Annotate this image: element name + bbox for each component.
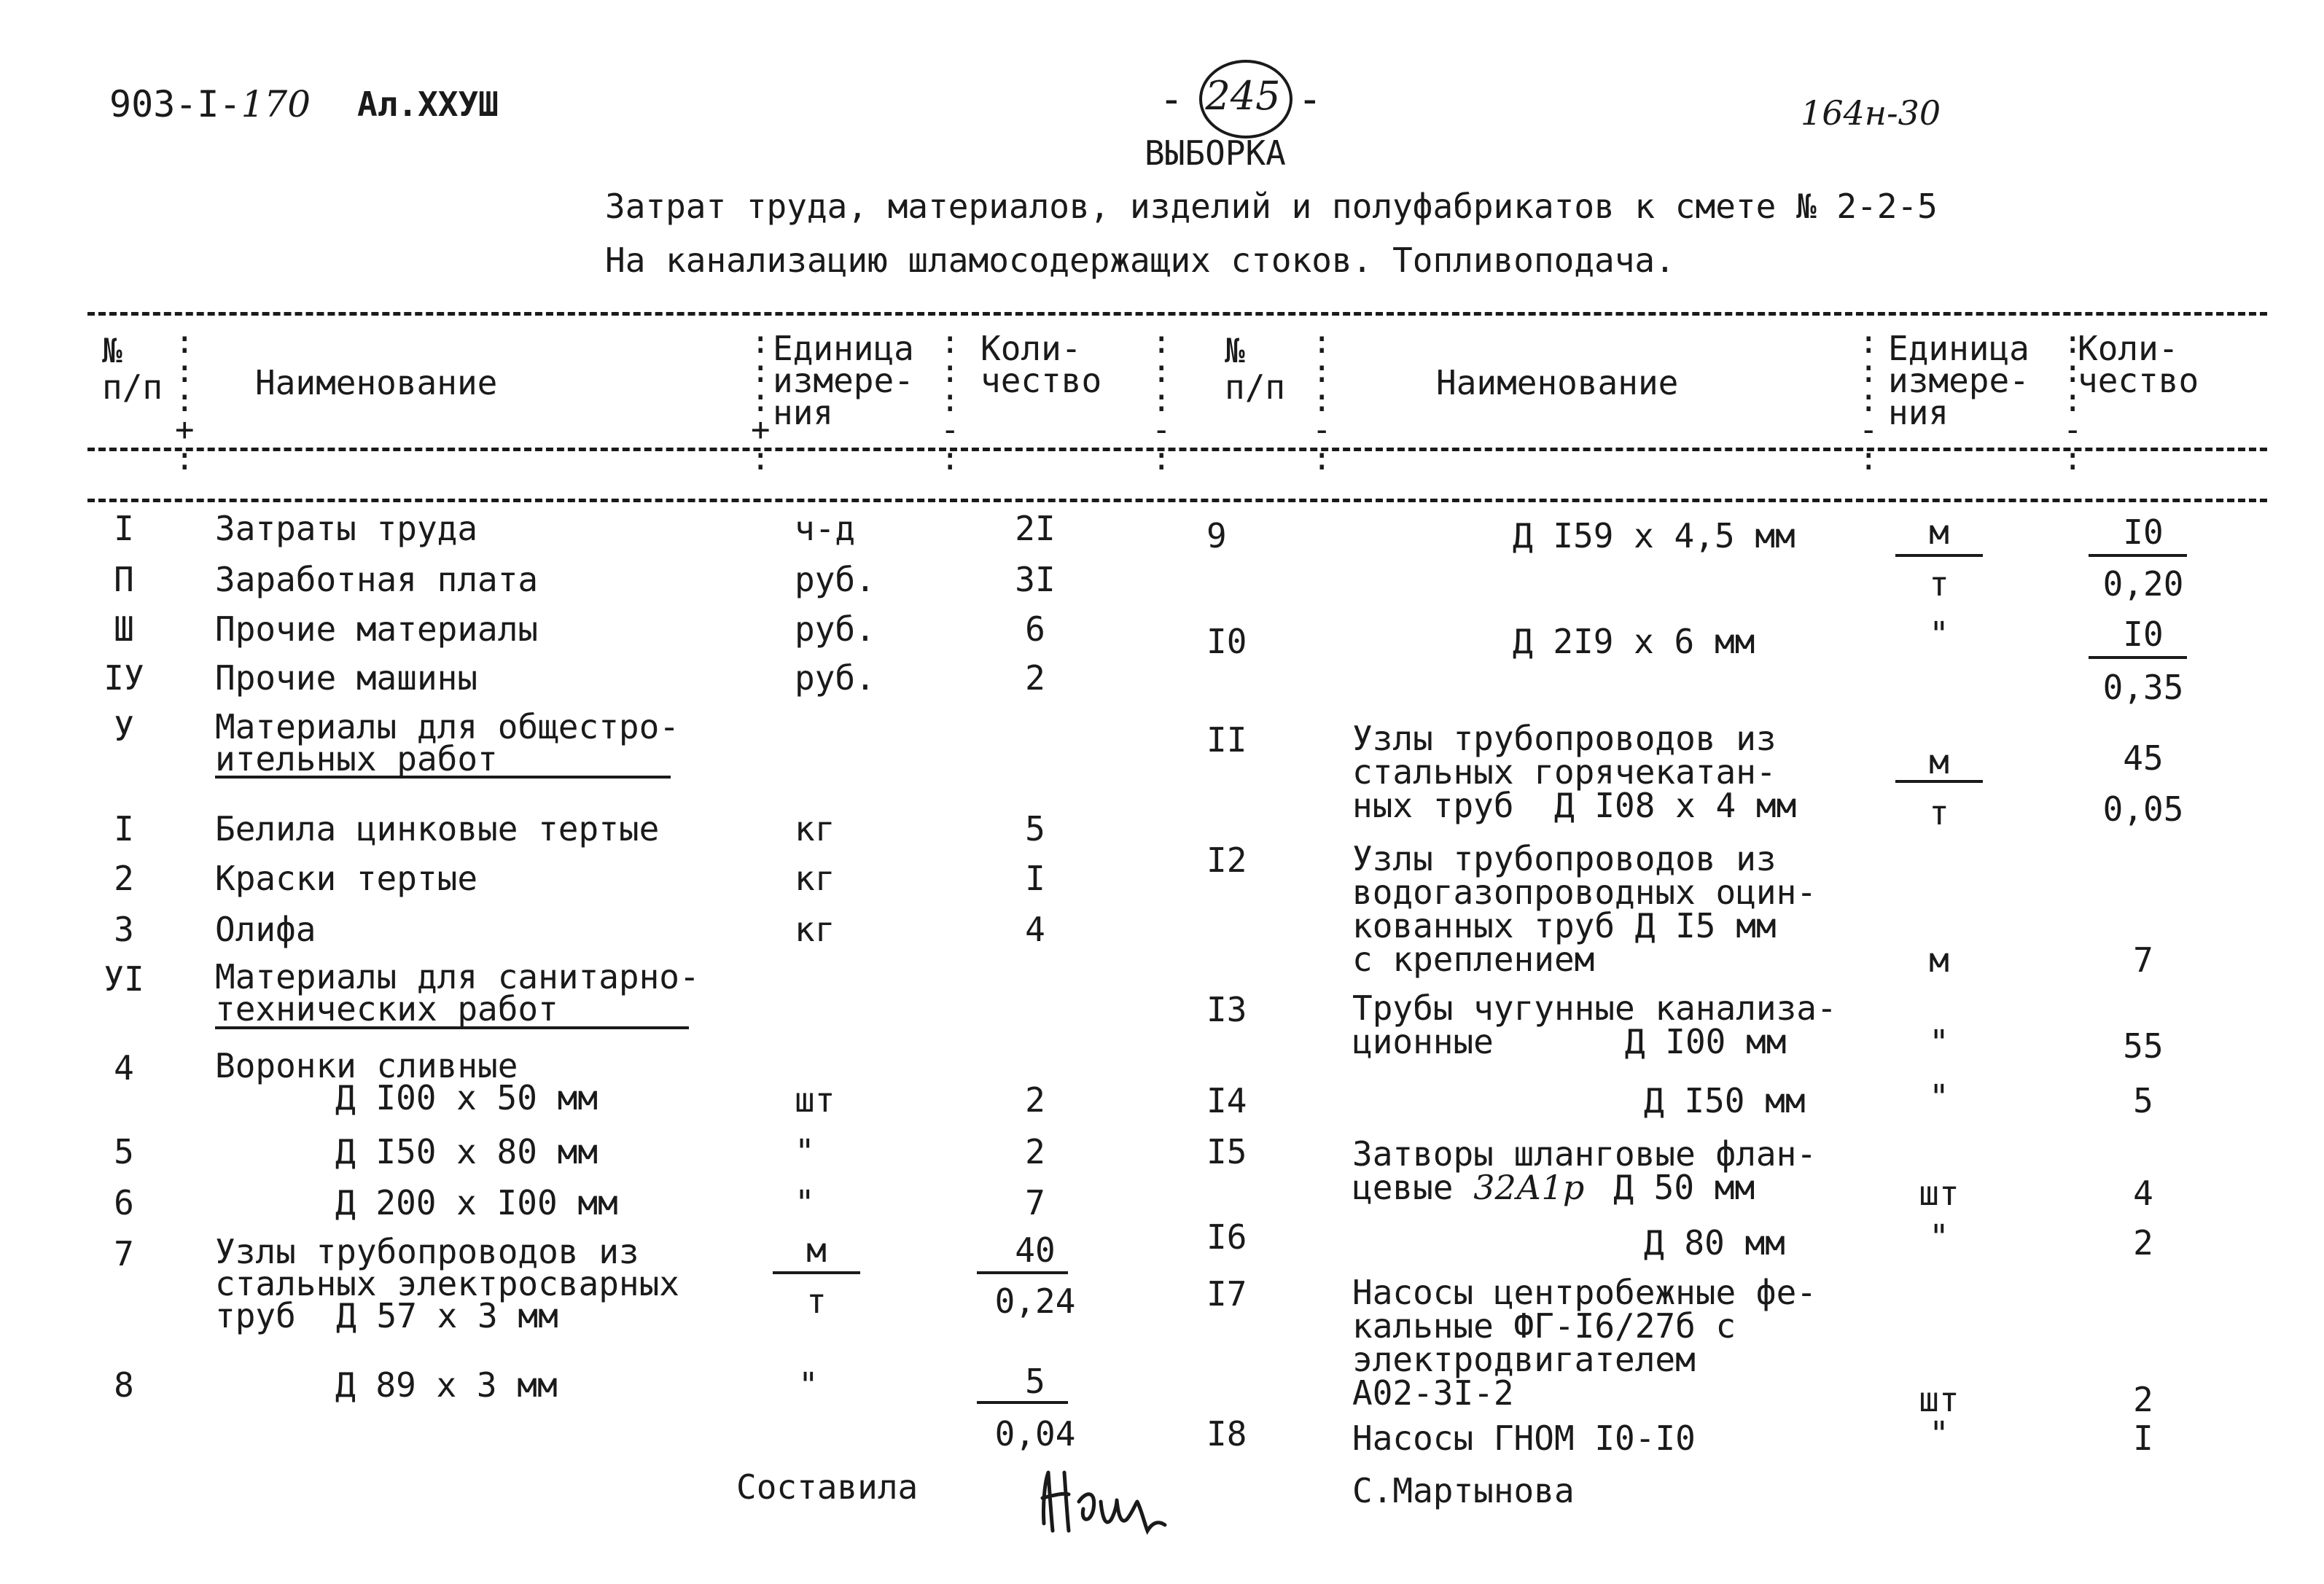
document-subtitle-1: Затрат труда, материалов, изделий и полуфабрикатов к смете № 2-2-5: [605, 187, 1938, 226]
row-number: I8: [1206, 1414, 1247, 1454]
fraction-line: [977, 1271, 1068, 1274]
row-name-line-3: ных труб Д I08 х 4 мм: [1352, 786, 1797, 825]
row-name: Д I50 х 80 мм: [335, 1132, 598, 1171]
row-unit-top: м: [1929, 512, 1949, 552]
row-name-diameter: Д I00 мм: [1624, 1022, 1787, 1061]
row-quantity-top: 45: [2123, 738, 2164, 778]
header-num-pp: п/п: [1225, 367, 1286, 407]
row-number: I5: [1206, 1132, 1247, 1171]
compiler-name: С.Мартынова: [1352, 1471, 1575, 1510]
row-quantity: 2: [1025, 1132, 1045, 1171]
row-name: [1352, 988, 1837, 1061]
row-name-line-1: Воронки сливные: [215, 1046, 518, 1085]
row-name-line-1: Затворы шланговые флан-: [1352, 1134, 1817, 1174]
row-name: Д I50 мм: [1644, 1081, 1806, 1120]
header-name-right: Наименование: [1436, 363, 1679, 402]
row-name-line-3: труб Д 57 х 3 мм: [215, 1296, 558, 1335]
fraction-line: [977, 1401, 1068, 1404]
table-top-rule: [87, 312, 2267, 316]
document-code-printed: 903-I-: [109, 83, 241, 125]
row-name: Затраты труда: [215, 509, 478, 548]
row-quantity-bottom: 0,05: [2102, 789, 2184, 829]
section-title: [215, 957, 700, 1029]
header-unit-right: [1888, 329, 2029, 432]
header-unit-left: [773, 329, 914, 432]
row-number: 8: [114, 1365, 134, 1405]
header-qty-left: [980, 329, 1102, 400]
table-body-rule: [87, 499, 2267, 502]
album-number: Ал.XXУШ: [357, 85, 499, 124]
row-name: [1352, 1273, 1817, 1413]
row-name-line-1: Трубы чугунные канализа-: [1352, 988, 1837, 1028]
row-unit: кг: [795, 859, 835, 898]
fraction-line: [1895, 554, 1983, 557]
header-unit-line-1: Единица: [773, 329, 914, 368]
header-qty-line-2: чество: [2078, 361, 2199, 400]
compiled-by-label: Составила: [736, 1467, 919, 1507]
header-num-sign: №: [1225, 331, 1245, 370]
row-unit-top: м: [1929, 742, 1949, 781]
fraction-line: [773, 1271, 860, 1274]
row-name-line-2: стальных электросварных: [215, 1264, 679, 1303]
row-number: У: [114, 709, 134, 749]
row-quantity: 2: [2133, 1223, 2153, 1263]
row-unit: руб.: [795, 609, 876, 649]
row-name-line-1: Насосы центробежные фе-: [1352, 1273, 1817, 1312]
row-name: [215, 1046, 598, 1117]
row-number: 4: [114, 1048, 134, 1088]
row-number: I0: [1206, 622, 1247, 661]
row-unit: ": [1929, 1217, 1949, 1257]
row-number: I2: [1206, 840, 1247, 880]
row-unit: ": [1929, 1414, 1949, 1454]
row-quantity: 2: [1025, 1080, 1045, 1120]
row-number: I6: [1206, 1217, 1247, 1257]
row-unit-bottom: т: [806, 1281, 827, 1321]
row-name: Краски тертые: [215, 859, 478, 898]
row-number: 3: [114, 910, 134, 949]
row-unit-top: м: [806, 1230, 827, 1270]
row-name: Белила цинковые тертые: [215, 809, 660, 848]
header-num-pp: п/п: [102, 367, 163, 407]
row-unit: ": [1929, 615, 1949, 654]
row-name-line-4: с креплением: [1352, 940, 1595, 979]
page-dash-left: -: [1159, 76, 1184, 123]
row-number: 6: [114, 1183, 134, 1222]
row-number: УI: [104, 959, 144, 999]
row-name: Олифа: [215, 910, 316, 949]
page-dash-right: -: [1298, 76, 1322, 123]
row-quantity: 2: [2133, 1380, 2153, 1419]
row-number: Ш: [114, 609, 134, 649]
row-quantity: 2I: [1015, 509, 1056, 548]
row-name: [1352, 839, 1817, 979]
row-number: П: [114, 560, 134, 599]
row-quantity: 5: [2133, 1081, 2153, 1120]
row-quantity: 2: [1025, 658, 1045, 698]
page-number: 245: [1205, 73, 1281, 119]
row-unit-bottom: т: [1929, 793, 1949, 832]
row-quantity-bottom: 0,24: [994, 1281, 1076, 1321]
section-underline: [215, 1026, 689, 1029]
row-quantity: 3I: [1015, 560, 1056, 599]
row-number: I: [114, 809, 134, 848]
header-unit-line-1: Единица: [1888, 329, 2029, 368]
row-number: 2: [114, 859, 134, 898]
row-quantity-top: I0: [2123, 615, 2164, 654]
row-unit-bottom: т: [1929, 564, 1949, 604]
row-unit: ": [1929, 1023, 1949, 1062]
section-underline: [215, 776, 671, 779]
row-name-line-1: Узлы трубопроводов из: [215, 1232, 639, 1271]
row-name-line-3: кованных труб Д I5 мм: [1352, 906, 1777, 945]
row-name: Д I59 х 4,5 мм: [1513, 516, 1795, 555]
row-name-diameter: Д 50 мм: [1613, 1168, 1755, 1207]
row-number: I7: [1206, 1274, 1247, 1314]
header-unit-line-3: ния: [773, 393, 834, 432]
row-quantity-bottom: 0,20: [2102, 564, 2184, 604]
document-title: ВЫБОРКА: [1145, 133, 1286, 173]
row-quantity: 6: [1025, 609, 1045, 649]
row-name: Д 89 х 3 мм: [335, 1365, 558, 1405]
fraction-line: [2089, 554, 2187, 557]
row-name-line-2: Д I00 х 50 мм: [335, 1078, 598, 1117]
row-name: Д 80 мм: [1644, 1223, 1785, 1263]
row-unit: кг: [795, 910, 835, 949]
document-code-handwritten: 170: [241, 83, 311, 125]
row-name-handwritten: 32А1р: [1473, 1168, 1585, 1207]
row-name: Прочие материалы: [215, 609, 539, 649]
row-number: IУ: [104, 658, 144, 698]
row-unit: ": [798, 1365, 819, 1405]
row-quantity: 4: [2133, 1174, 2153, 1213]
row-quantity-bottom: 0,04: [994, 1414, 1076, 1454]
row-number: I3: [1206, 990, 1247, 1029]
section-title-line-1: Материалы для общестро-: [215, 707, 679, 746]
row-quantity: 55: [2123, 1026, 2164, 1066]
header-unit-line-2: измере-: [1888, 361, 2029, 400]
row-name-line-3: электродвигателем: [1352, 1340, 1696, 1379]
row-name-line-2: стальных горячекатан-: [1352, 752, 1777, 792]
row-unit: ": [795, 1132, 815, 1171]
row-name-line-2: цевые: [1352, 1168, 1454, 1207]
section-title-line-1: Материалы для санитарно-: [215, 957, 700, 996]
document-subtitle-2: На канализацию шламосодержащих стоков. Топливоподача.: [605, 241, 1675, 280]
row-quantity-bottom: 0,35: [2102, 668, 2184, 707]
row-unit: шт: [1919, 1174, 1960, 1213]
header-qty-line-2: чество: [980, 361, 1102, 400]
row-quantity-top: 5: [1025, 1362, 1045, 1401]
row-name: Д 2I9 х 6 мм: [1513, 622, 1755, 661]
row-name: [215, 1232, 679, 1335]
row-unit: шт: [1919, 1380, 1960, 1419]
row-name: Д 200 х I00 мм: [335, 1183, 618, 1222]
section-title: [215, 707, 679, 779]
row-name-line-1: Узлы трубопроводов из: [1352, 719, 1777, 758]
header-unit-line-2: измере-: [773, 361, 914, 400]
row-unit: ": [795, 1183, 815, 1222]
signature: [1035, 1458, 1188, 1545]
row-unit: руб.: [795, 560, 876, 599]
row-number: 5: [114, 1132, 134, 1171]
header-num-right: [1225, 332, 1285, 405]
row-quantity: I: [1025, 859, 1045, 898]
row-name-line-2: кальные ФГ-I6/27б с: [1352, 1306, 1736, 1346]
row-number: II: [1206, 720, 1247, 760]
row-name-line-1: Узлы трубопроводов из: [1352, 839, 1777, 878]
header-qty-right: [2078, 329, 2199, 400]
row-number: I4: [1206, 1081, 1247, 1120]
row-quantity-top: I0: [2123, 512, 2164, 552]
document-code: [109, 83, 311, 125]
row-name-line-2: ционные: [1352, 1022, 1494, 1061]
row-unit: ": [1929, 1077, 1949, 1117]
reference-code: 164н-30: [1801, 93, 1941, 133]
row-name: [1352, 719, 1797, 825]
row-unit: руб.: [795, 658, 876, 698]
row-number: 9: [1206, 516, 1227, 555]
row-number: 7: [114, 1234, 134, 1273]
row-quantity: 5: [1025, 809, 1045, 848]
section-title-line-2: ительных работ: [215, 739, 498, 779]
header-unit-line-3: ния: [1888, 393, 1949, 432]
fraction-line: [1895, 780, 1983, 783]
header-name-left: Наименование: [255, 363, 498, 402]
section-title-line-2: технических работ: [215, 989, 558, 1029]
fraction-line: [2089, 656, 2187, 659]
row-name: [1352, 1134, 1817, 1207]
header-num-left: [102, 332, 163, 405]
row-quantity: I: [2133, 1419, 2153, 1458]
row-name: Прочие машины: [215, 658, 478, 698]
table-header-rule: [87, 448, 2267, 451]
row-name-line-4: А02-3I-2: [1352, 1373, 1514, 1413]
row-unit: м: [1929, 940, 1949, 980]
row-name: Насосы ГНОМ I0-I0: [1352, 1419, 1696, 1458]
row-quantity: 7: [1025, 1183, 1045, 1222]
row-quantity: 4: [1025, 910, 1045, 949]
header-num-sign: №: [102, 331, 122, 370]
header-qty-line-1: Коли-: [2078, 329, 2179, 368]
row-quantity: 7: [2133, 940, 2153, 980]
row-name: Заработная плата: [215, 560, 539, 599]
header-qty-line-1: Коли-: [980, 329, 1082, 368]
row-number: I: [114, 509, 134, 548]
row-unit: кг: [795, 809, 835, 848]
row-quantity-top: 40: [1015, 1230, 1056, 1270]
row-name-line-2: водогазопроводных оцин-: [1352, 873, 1817, 912]
row-unit: шт: [795, 1080, 835, 1120]
row-unit: ч-д: [795, 509, 856, 548]
